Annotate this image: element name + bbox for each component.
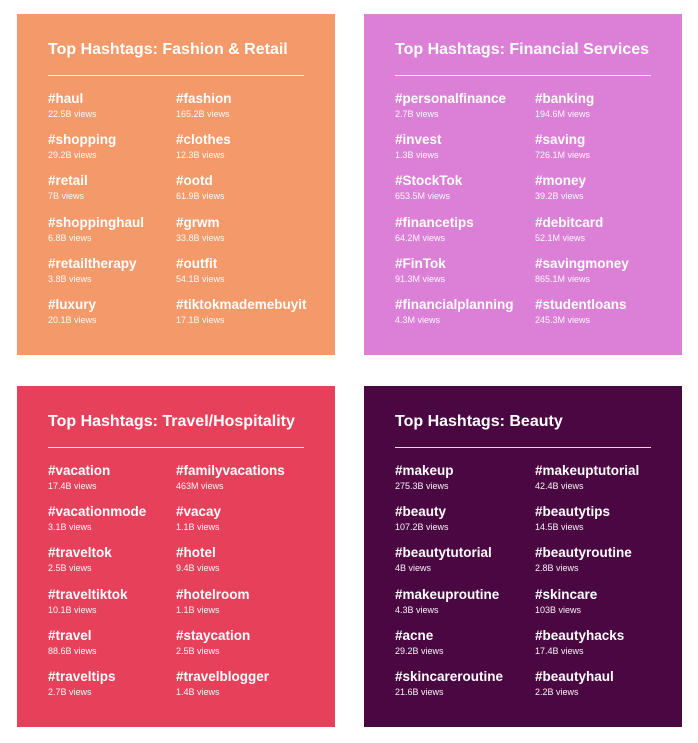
- card-travel-hospitality: [17, 386, 335, 727]
- hashtag-views: 29.2B views: [395, 645, 444, 656]
- hashtag-name: #beauty: [395, 504, 447, 520]
- hashtag-item: [535, 172, 685, 203]
- card-beauty: [364, 386, 682, 727]
- hashtag-views: 2.8B views: [535, 563, 579, 574]
- hashtag-views: 2.2B views: [535, 687, 579, 697]
- hashtag-name: #traveltips: [48, 669, 116, 684]
- hashtag-item: [395, 462, 545, 493]
- hashtag-name: #skincareroutine: [395, 669, 504, 684]
- hashtag-item: [176, 544, 326, 575]
- hashtag-views: 2.5B views: [48, 563, 92, 574]
- hashtag-item: [395, 586, 545, 617]
- hashtag-item: [176, 503, 326, 534]
- hashtag-views: 52.1M views: [535, 232, 586, 243]
- hashtag-name: #beautytutorial: [395, 545, 492, 561]
- hashtag-grid: [48, 90, 335, 340]
- hashtag-views: 17.4B views: [48, 481, 97, 491]
- hashtag-views: 14.5B views: [535, 522, 584, 533]
- hashtag-item: [395, 172, 545, 203]
- hashtag-views: 21.6B views: [395, 687, 444, 697]
- hashtag-views: 865.1M views: [535, 273, 591, 284]
- hashtag-name: #makeuptutorial: [535, 463, 640, 478]
- divider: [395, 75, 651, 76]
- hashtag-views: 9.4B views: [176, 563, 220, 574]
- hashtag-name: #banking: [535, 91, 595, 106]
- hashtag-item: [176, 462, 326, 493]
- hashtag-item: [395, 296, 545, 327]
- hashtag-views: 20.1B views: [48, 315, 97, 325]
- hashtag-views: 1.1B views: [176, 522, 220, 533]
- divider: [48, 447, 304, 448]
- hashtag-views: 463M views: [176, 481, 224, 491]
- hashtag-name: #vacation: [48, 463, 111, 478]
- hashtag-name: #staycation: [176, 627, 251, 643]
- hashtag-name: #makeup: [395, 463, 454, 478]
- hashtag-item: [176, 668, 326, 699]
- hashtag-item: [176, 296, 326, 327]
- hashtag-views: 4.3B views: [395, 604, 439, 615]
- hashtag-name: #vacationmode: [48, 504, 147, 520]
- card-financial-services: [364, 14, 682, 355]
- hashtag-name: #haul: [48, 91, 84, 106]
- hashtag-name: #traveltok: [48, 545, 112, 561]
- hashtag-name: #vacay: [176, 504, 222, 520]
- hashtag-item: [395, 255, 545, 286]
- hashtag-views: 17.1B views: [176, 315, 225, 325]
- divider: [395, 447, 651, 448]
- hashtag-views: 1.3B views: [395, 150, 439, 161]
- hashtag-views: 245.3M views: [535, 315, 591, 325]
- hashtag-item: [535, 586, 685, 617]
- hashtag-views: 61.9B views: [176, 191, 225, 202]
- hashtag-name: #clothes: [176, 132, 231, 148]
- hashtag-item: [395, 544, 545, 575]
- hashtag-name: #personalfinance: [395, 91, 507, 106]
- hashtag-item: [176, 131, 326, 162]
- hashtag-grid: [48, 462, 335, 712]
- hashtag-item: [176, 172, 326, 203]
- hashtag-name: #financialplanning: [395, 297, 514, 312]
- hashtag-views: 6.8B views: [48, 232, 92, 243]
- hashtag-name: #outfit: [176, 255, 218, 271]
- hashtag-name: #makeuproutine: [395, 586, 500, 602]
- hashtag-views: 165.2B views: [176, 109, 230, 119]
- card-title: Top Hashtags: Fashion & Retail: [48, 41, 288, 58]
- hashtag-views: 12.3B views: [176, 150, 225, 161]
- hashtag-item: [176, 90, 326, 121]
- hashtag-views: 29.2B views: [48, 150, 97, 161]
- hashtag-name: #shoppinghaul: [48, 214, 144, 230]
- hashtag-name: #traveltiktok: [48, 586, 128, 602]
- hashtag-name: #travelblogger: [176, 669, 270, 684]
- hashtag-name: #beautyhacks: [535, 627, 625, 643]
- hashtag-views: 17.4B views: [535, 645, 584, 656]
- hashtag-item: [535, 544, 685, 575]
- hashtag-views: 22.5B views: [48, 109, 97, 119]
- hashtag-name: #debitcard: [535, 214, 604, 230]
- hashtag-views: 194.6M views: [535, 109, 591, 119]
- hashtag-item: [176, 586, 326, 617]
- hashtag-views: 653.5M views: [395, 191, 451, 202]
- hashtag-name: #ootd: [176, 173, 213, 189]
- hashtag-name: #retailtherapy: [48, 255, 137, 271]
- hashtag-name: #savingmoney: [535, 255, 629, 271]
- hashtag-views: 64.2M views: [395, 232, 446, 243]
- hashtag-name: #travel: [48, 627, 92, 643]
- hashtag-name: #familyvacations: [176, 463, 285, 478]
- hashtag-name: #beautyroutine: [535, 545, 632, 561]
- hashtag-views: 2.7B views: [48, 687, 92, 697]
- hashtag-views: 275.3B views: [395, 481, 449, 491]
- hashtag-views: 103B views: [535, 604, 582, 615]
- hashtag-views: 39.2B views: [535, 191, 584, 202]
- divider: [48, 75, 304, 76]
- hashtag-name: #hotel: [176, 545, 216, 561]
- hashtag-name: #fashion: [176, 91, 232, 106]
- hashtag-item: [395, 90, 545, 121]
- hashtag-views: 3.1B views: [48, 522, 92, 533]
- hashtag-name: #hotelroom: [176, 586, 250, 602]
- hashtag-item: [395, 627, 545, 658]
- hashtag-views: 726.1M views: [535, 150, 591, 161]
- hashtag-name: #beautyhaul: [535, 669, 614, 684]
- hashtag-item: [395, 214, 545, 245]
- hashtag-item: [535, 627, 685, 658]
- hashtag-grid: [395, 462, 682, 712]
- hashtag-name: #FinTok: [395, 255, 446, 271]
- hashtag-views: 10.1B views: [48, 604, 97, 615]
- hashtag-item: [535, 296, 685, 327]
- hashtag-name: #acne: [395, 627, 434, 643]
- card-title: Top Hashtags: Travel/Hospitality: [48, 413, 295, 430]
- hashtag-name: #studentloans: [535, 297, 627, 312]
- hashtag-item: [535, 462, 685, 493]
- hashtag-item: [176, 255, 326, 286]
- hashtag-item: [535, 503, 685, 534]
- hashtag-views: 33.8B views: [176, 232, 225, 243]
- card-title: Top Hashtags: Beauty: [395, 413, 563, 430]
- hashtag-item: [535, 668, 685, 699]
- hashtag-name: #financetips: [395, 214, 474, 230]
- hashtag-item: [535, 90, 685, 121]
- hashtag-item: [176, 214, 326, 245]
- hashtag-item: [535, 255, 685, 286]
- hashtag-views: 2.5B views: [176, 645, 220, 656]
- hashtag-name: #saving: [535, 132, 586, 148]
- hashtag-name: #grwm: [176, 214, 220, 230]
- hashtag-views: 107.2B views: [395, 522, 449, 533]
- hashtag-name: #invest: [395, 132, 442, 148]
- hashtag-name: #luxury: [48, 297, 97, 312]
- hashtag-views: 42.4B views: [535, 481, 584, 491]
- hashtag-views: 2.7B views: [395, 109, 439, 119]
- hashtag-name: #shopping: [48, 132, 117, 148]
- hashtag-views: 4.3M views: [395, 315, 441, 325]
- hashtag-item: [535, 214, 685, 245]
- hashtag-name: #tiktokmademebuyit: [176, 297, 307, 312]
- hashtag-item: [395, 668, 545, 699]
- hashtag-item: [395, 131, 545, 162]
- card-fashion-retail: [17, 14, 335, 355]
- hashtag-item: [535, 131, 685, 162]
- hashtag-views: 4B views: [395, 563, 432, 574]
- hashtag-views: 7B views: [48, 191, 85, 202]
- hashtag-name: #skincare: [535, 586, 598, 602]
- hashtag-views: 1.4B views: [176, 687, 220, 697]
- hashtag-name: #money: [535, 173, 587, 189]
- hashtag-item: [176, 627, 326, 658]
- hashtag-views: 54.1B views: [176, 273, 225, 284]
- hashtag-name: #retail: [48, 173, 88, 189]
- card-title: Top Hashtags: Financial Services: [395, 41, 650, 58]
- hashtag-name: #StockTok: [395, 173, 463, 189]
- hashtag-views: 88.6B views: [48, 645, 97, 656]
- hashtag-views: 91.3M views: [395, 273, 446, 284]
- hashtag-grid: [395, 90, 682, 340]
- hashtag-item: [395, 503, 545, 534]
- hashtag-views: 3.8B views: [48, 273, 92, 284]
- hashtag-views: 1.1B views: [176, 604, 220, 615]
- hashtag-name: #beautytips: [535, 504, 611, 520]
